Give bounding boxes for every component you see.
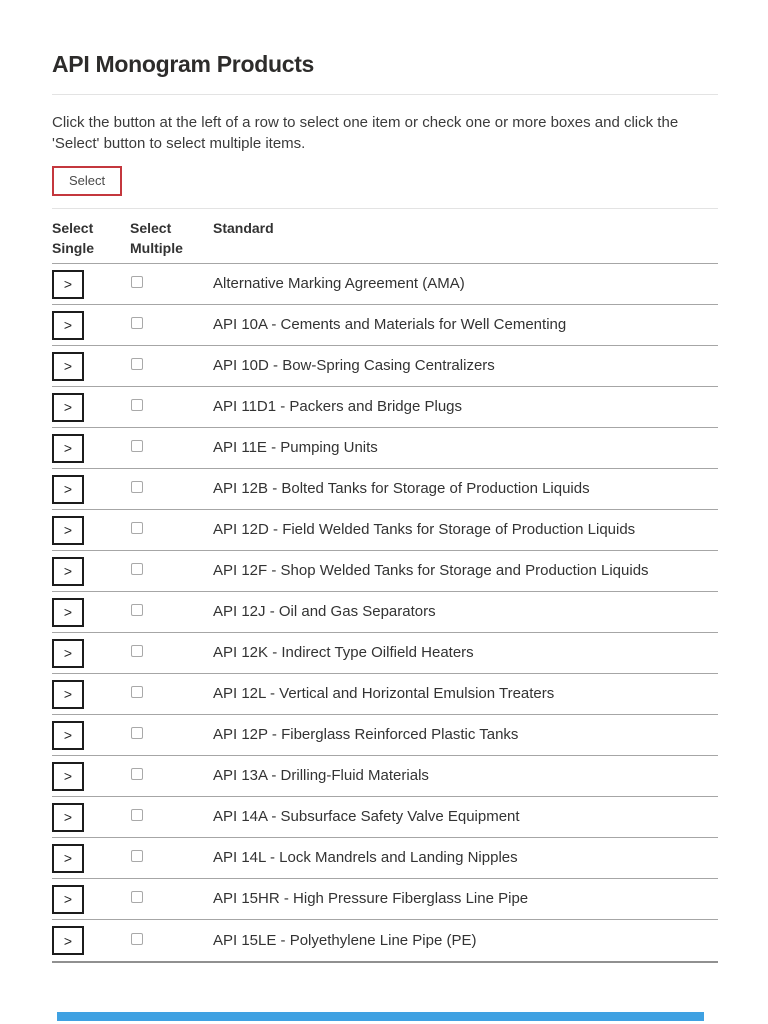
standard-cell <box>213 726 718 744</box>
select-multiple-checkbox[interactable] <box>131 317 143 329</box>
select-single-button[interactable]: > <box>52 803 84 832</box>
select-single-cell <box>52 270 130 299</box>
select-multiple-cell <box>130 685 213 703</box>
select-single-button[interactable]: > <box>52 844 84 873</box>
table-row <box>52 838 718 879</box>
table-row <box>52 756 718 797</box>
table-row <box>52 715 718 756</box>
divider <box>52 94 718 95</box>
standard-cell <box>213 932 718 950</box>
standard-label: API 12J - Oil and Gas Separators <box>213 603 436 620</box>
standard-label: API 13A - Drilling-Fluid Materials <box>213 767 429 784</box>
select-multiple-cell <box>130 316 213 334</box>
standard-label: API 11D1 - Packers and Bridge Plugs <box>213 398 463 415</box>
table-row <box>52 428 718 469</box>
table-header-row <box>52 209 718 264</box>
select-multiple-checkbox[interactable] <box>131 768 143 780</box>
select-single-cell <box>52 557 130 586</box>
standard-label: API 14L - Lock Mandrels and Landing Nipples <box>213 849 518 866</box>
table-row <box>52 264 718 305</box>
standard-cell <box>213 357 718 375</box>
standard-label: API 12D - Field Welded Tanks for Storage of Production Liquids <box>213 521 636 538</box>
table-row <box>52 305 718 346</box>
table-row <box>52 674 718 715</box>
select-single-button[interactable]: > <box>52 270 84 299</box>
standard-label: API 10D - Bow-Spring Casing Centralizers <box>213 357 495 374</box>
select-multiple-cell <box>130 521 213 539</box>
select-single-button[interactable]: > <box>52 762 84 791</box>
standard-cell <box>213 808 718 826</box>
select-multiple-checkbox[interactable] <box>131 276 143 288</box>
standard-cell <box>213 521 718 539</box>
table-body <box>52 264 718 963</box>
select-single-cell <box>52 598 130 627</box>
select-multiple-cell <box>130 398 213 416</box>
standard-cell <box>213 890 718 908</box>
table-row <box>52 469 718 510</box>
select-single-button[interactable]: > <box>52 311 84 340</box>
table-row <box>52 346 718 387</box>
select-single-button[interactable]: > <box>52 516 84 545</box>
select-single-button[interactable]: > <box>52 557 84 586</box>
select-multiple-cell <box>130 890 213 908</box>
select-single-button[interactable]: > <box>52 475 84 504</box>
select-single-cell <box>52 475 130 504</box>
select-single-button[interactable]: > <box>52 721 84 750</box>
column-header-select-single: Select Single <box>52 220 95 256</box>
select-multiple-cell <box>130 603 213 621</box>
select-multiple-checkbox[interactable] <box>131 358 143 370</box>
table-row <box>52 387 718 428</box>
select-multiple-checkbox[interactable] <box>131 399 143 411</box>
standard-cell <box>213 275 718 293</box>
select-single-cell <box>52 721 130 750</box>
standard-label: API 15LE - Polyethylene Line Pipe (PE) <box>213 931 477 949</box>
standard-cell <box>213 603 718 621</box>
select-single-button[interactable]: > <box>52 926 84 955</box>
select-single-cell <box>52 516 130 545</box>
select-single-cell <box>52 680 130 709</box>
standard-label: API 12K - Indirect Type Oilfield Heaters <box>213 644 474 661</box>
select-multiple-cell <box>130 644 213 662</box>
select-multiple-checkbox[interactable] <box>131 563 143 575</box>
instructions-text: Click the button at the left of a row to select one item or check one or more boxes and click the 'Select' button to select multiple items. <box>52 114 679 152</box>
table-row <box>52 920 718 961</box>
select-multiple-cell <box>130 849 213 867</box>
standard-label: API 10A - Cements and Materials for Well Cementing <box>213 316 567 333</box>
select-multiple-cell <box>130 357 213 375</box>
select-single-cell <box>52 762 130 791</box>
select-multiple-checkbox[interactable] <box>131 809 143 821</box>
select-single-button[interactable]: > <box>52 885 84 914</box>
select-multiple-cell <box>130 808 213 826</box>
page-title: API Monogram Products <box>52 51 315 77</box>
select-multiple-cell <box>130 275 213 293</box>
standard-cell <box>213 398 718 416</box>
standard-cell <box>213 316 718 334</box>
select-multiple-cell <box>130 439 213 457</box>
select-multiple-checkbox[interactable] <box>131 481 143 493</box>
select-button[interactable]: Select <box>52 166 122 196</box>
select-single-button[interactable]: > <box>52 598 84 627</box>
standard-cell <box>213 480 718 498</box>
select-multiple-checkbox[interactable] <box>131 686 143 698</box>
select-single-cell <box>52 926 130 955</box>
standard-label: API 12P - Fiberglass Reinforced Plastic Tanks <box>213 726 519 743</box>
column-header-standard: Standard <box>213 220 274 236</box>
table-row <box>52 797 718 838</box>
select-multiple-cell <box>130 767 213 785</box>
select-single-cell <box>52 434 130 463</box>
select-multiple-checkbox[interactable] <box>131 850 143 862</box>
select-single-button[interactable]: > <box>52 352 84 381</box>
column-header-select-multiple: Select Multiple <box>130 220 183 256</box>
table-row <box>52 510 718 551</box>
select-single-button[interactable]: > <box>52 434 84 463</box>
select-multiple-checkbox[interactable] <box>131 440 143 452</box>
select-single-cell <box>52 311 130 340</box>
standard-cell <box>213 849 718 867</box>
select-single-cell <box>52 639 130 668</box>
table-row <box>52 633 718 674</box>
select-multiple-cell <box>130 726 213 744</box>
select-multiple-checkbox[interactable] <box>131 645 143 657</box>
table-row <box>52 592 718 633</box>
standard-label: API 15HR - High Pressure Fiberglass Line Pipe <box>213 890 529 907</box>
select-single-cell <box>52 885 130 914</box>
select-multiple-cell <box>130 480 213 498</box>
page-bottom-highlight-bar <box>57 1012 704 1021</box>
standard-cell <box>213 767 718 785</box>
select-single-cell <box>52 844 130 873</box>
table-row <box>52 879 718 920</box>
standard-cell <box>213 685 718 703</box>
select-multiple-checkbox[interactable] <box>131 727 143 739</box>
select-multiple-cell <box>130 562 213 580</box>
standard-cell <box>213 439 718 457</box>
select-multiple-checkbox[interactable] <box>131 933 143 945</box>
table-row <box>52 551 718 592</box>
standard-label: API 12B - Bolted Tanks for Storage of Production Liquids <box>213 480 590 497</box>
standard-label: API 11E - Pumping Units <box>213 439 378 456</box>
standard-label: API 12F - Shop Welded Tanks for Storage and Production Liquids <box>213 562 649 579</box>
select-multiple-checkbox[interactable] <box>131 522 143 534</box>
select-multiple-checkbox[interactable] <box>131 604 143 616</box>
select-single-button[interactable]: > <box>52 639 84 668</box>
select-single-button[interactable]: > <box>52 680 84 709</box>
select-multiple-checkbox[interactable] <box>131 891 143 903</box>
standard-label: Alternative Marking Agreement (AMA) <box>213 275 465 292</box>
content-area <box>52 0 718 963</box>
select-multiple-cell <box>130 932 213 950</box>
select-single-cell <box>52 352 130 381</box>
standard-cell <box>213 562 718 580</box>
select-single-button[interactable]: > <box>52 393 84 422</box>
standard-cell <box>213 644 718 662</box>
standard-label: API 14A - Subsurface Safety Valve Equipment <box>213 808 520 825</box>
select-single-cell <box>52 393 130 422</box>
standard-label: API 12L - Vertical and Horizontal Emulsion Treaters <box>213 685 555 702</box>
select-single-cell <box>52 803 130 832</box>
